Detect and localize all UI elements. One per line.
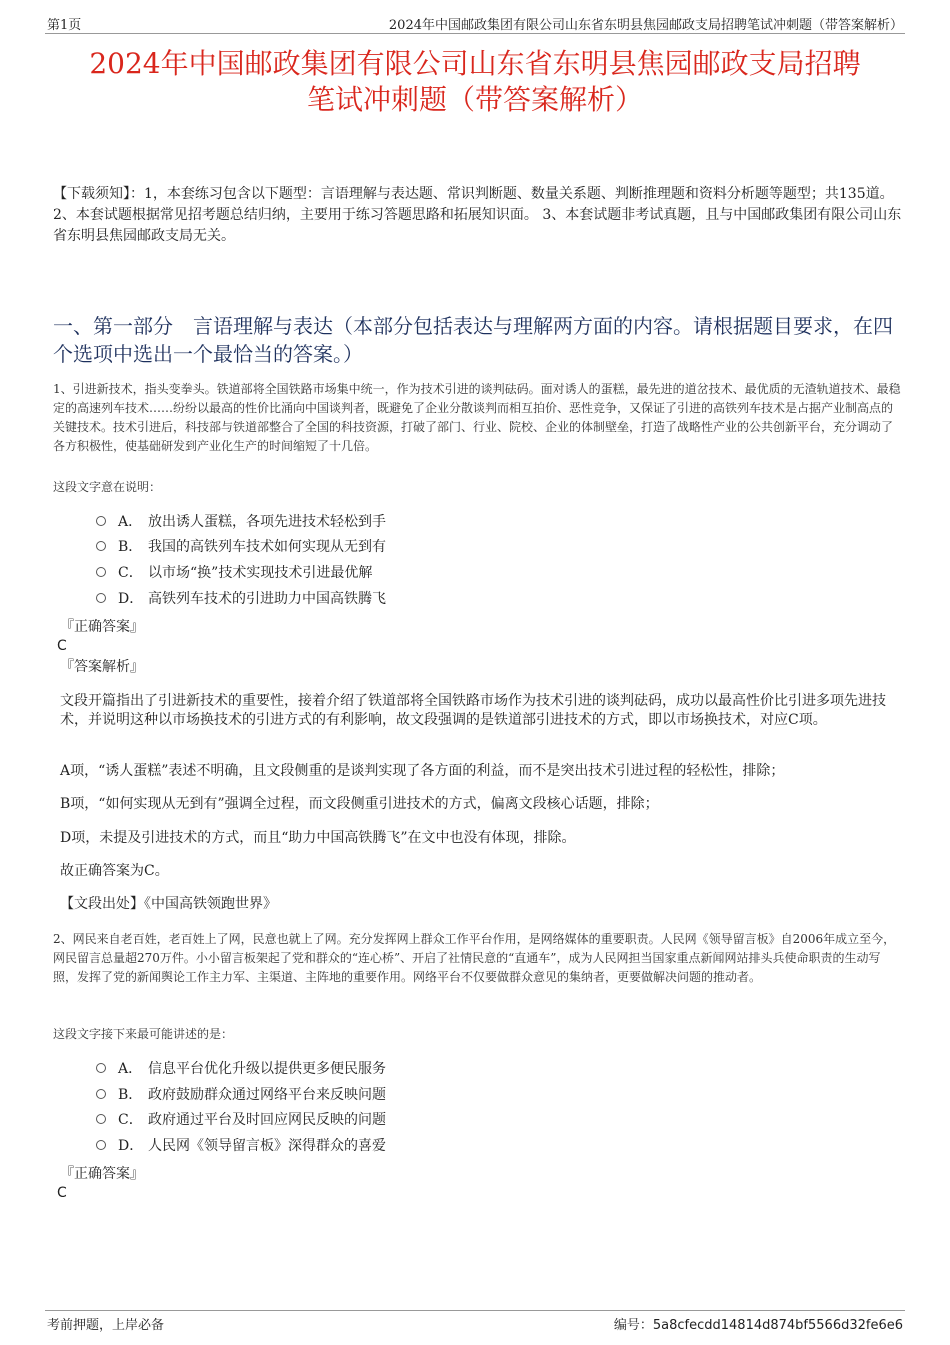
document-title (45, 46, 905, 118)
question-1-option-a[interactable] (96, 511, 386, 533)
question-1-source: 【文段出处】《中国高铁领跑世界》 (60, 896, 277, 912)
option-letter: C． (118, 565, 143, 581)
analysis-paragraph: B项，“如何实现从无到有”强调全过程，而文段侧重引进技术的方式，偏离文段核心话题，排除； (60, 796, 659, 812)
footer-code (614, 1314, 903, 1333)
option-letter: B． (118, 539, 143, 555)
option-letter: D． (118, 1138, 144, 1154)
header-doc-title: 2024年中国邮政集团有限公司山东省东明县焦园邮政支局招聘笔试冲刺题（带答案解析） (388, 18, 903, 33)
radio-icon[interactable] (96, 1114, 106, 1124)
question-1-answer-label: 『正确答案』 (60, 619, 144, 635)
question-1-option-b[interactable] (96, 536, 386, 558)
question-1-option-d[interactable] (96, 588, 386, 610)
analysis-paragraph: A项，“诱人蛋糕”表述不明确，且文段侧重的是谈判实现了各方面的利益，而不是突出技术引进过程的轻松性，排除； (60, 763, 785, 779)
question-1-analysis-label: 『答案解析』 (60, 659, 144, 675)
analysis-paragraph: 故正确答案为C。 (60, 863, 169, 879)
question-1-answer: C (57, 638, 67, 654)
question-2-option-b[interactable] (96, 1084, 386, 1106)
radio-icon[interactable] (96, 593, 106, 603)
question-1-option-c[interactable] (96, 562, 372, 584)
radio-icon[interactable] (96, 1140, 106, 1150)
option-letter: D． (118, 591, 144, 607)
option-letter: B． (118, 1087, 143, 1103)
analysis-paragraph: D项，未提及引进技术的方式，而且“助力中国高铁腾飞”在文中也没有体现，排除。 (60, 830, 576, 846)
question-2-prompt: 这段文字接下来最可能讲述的是： (53, 1027, 234, 1041)
footer-code-label: 编号： (613, 1318, 653, 1333)
question-1-text: 1、引进新技术，指头变拳头。铁道部将全国铁路市场集中统一，作为技术引进的谈判砝码。面对诱人的蛋糕，最先进的道岔技术、最优质的无渣轨道技术、最稳定的高速列车技术……纷纷以最高的性价比涌向中国谈判者，既避免了企业分散谈判而相互拍价、恶性竞争，又保证了引进的高铁列车技术是占据产业制高点的关键技术。技术引进后，科技部与铁道部整合了全国的科技资源，打破了部门、行业、院校、企业的体制壁垒，打造了战略性产业的公共创新平台，充分调动了各方积极性，使基础研发到产业化生产的时间缩短了十几倍。 (53, 382, 901, 453)
section-heading: 一、第一部分 言语理解与表达（本部分包括表达与理解两方面的内容。请根据题目要求，在四个选项中选出一个最恰当的答案。） (53, 314, 893, 366)
option-text: 放出诱人蛋糕，各项先进技术轻松到手 (148, 514, 386, 530)
question-2-answer: C (57, 1185, 67, 1201)
download-notice: 【下载须知】：1，本套练习包含以下题型：言语理解与表达题、常识判断题、数量关系题、判断推理题和资料分析题等题型；共135道。 2、本套试题根据常见招考题总结归纳，主要用于练习答题思路和拓展知识面。 3、本套试题非考试真题，且与中国邮政集团有限公司山东省东明县焦园邮政支局无关。 (53, 186, 902, 244)
footer-divider (45, 1310, 905, 1311)
radio-icon[interactable] (96, 1089, 106, 1099)
radio-icon[interactable] (96, 516, 106, 526)
page-number: 第1页 (47, 18, 82, 33)
option-text: 以市场“换”技术实现技术引进最优解 (148, 565, 373, 581)
title-line-2: 笔试冲刺题（带答案解析） (306, 83, 643, 116)
header-divider (45, 33, 905, 34)
question-1-prompt: 这段文字意在说明： (53, 480, 162, 494)
option-letter: C． (118, 1112, 143, 1128)
option-text: 政府通过平台及时回应网民反映的问题 (148, 1112, 386, 1128)
footer-slogan: 考前押题，上岸必备 (47, 1318, 165, 1333)
radio-icon[interactable] (96, 1063, 106, 1073)
option-text: 高铁列车技术的引进助力中国高铁腾飞 (148, 591, 386, 607)
title-line-1: 2024年中国邮政集团有限公司山东省东明县焦园邮政支局招聘 (89, 47, 861, 80)
analysis-paragraph: 文段开篇指出了引进新技术的重要性，接着介绍了铁道部将全国铁路市场作为技术引进的谈判砝码，成功以最高性价比引进多项先进技术，并说明这种以市场换技术的引进方式的有利影响，故文段强调的是铁道部引进技术的方式，即以市场换技术，对应C项。 (60, 693, 886, 728)
option-text: 人民网《领导留言板》深得群众的喜爱 (148, 1138, 386, 1154)
option-letter: A． (118, 1061, 143, 1077)
footer-code-value: 5a8cfecdd14814d874bf5566d32fe6e6 (652, 1318, 903, 1333)
question-2-option-c[interactable] (96, 1109, 386, 1131)
option-letter: A． (118, 514, 143, 530)
option-text: 信息平台优化升级以提供更多便民服务 (148, 1061, 386, 1077)
radio-icon[interactable] (96, 541, 106, 551)
option-text: 政府鼓励群众通过网络平台来反映问题 (148, 1087, 386, 1103)
radio-icon[interactable] (96, 567, 106, 577)
question-2-option-a[interactable] (96, 1058, 386, 1080)
option-text: 我国的高铁列车技术如何实现从无到有 (148, 539, 386, 555)
question-2-answer-label: 『正确答案』 (60, 1166, 144, 1182)
question-2-option-d[interactable] (96, 1135, 386, 1157)
question-2-text: 2、网民来自老百姓，老百姓上了网，民意也就上了网。充分发挥网上群众工作平台作用，是网络媒体的重要职责。人民网《领导留言板》自2006年成立至今，网民留言总量超270万件。小小留言板架起了党和群众的“连心桥”、开启了社情民意的“直通车”，成为人民网担当国家重点新闻网站排头兵使命职责的生动写照，发挥了党的新闻舆论工作主力军、主渠道、主阵地的重要作用。网络平台不仅要做群众意见的集纳者，更要做解决问题的推动者。 (53, 932, 896, 984)
